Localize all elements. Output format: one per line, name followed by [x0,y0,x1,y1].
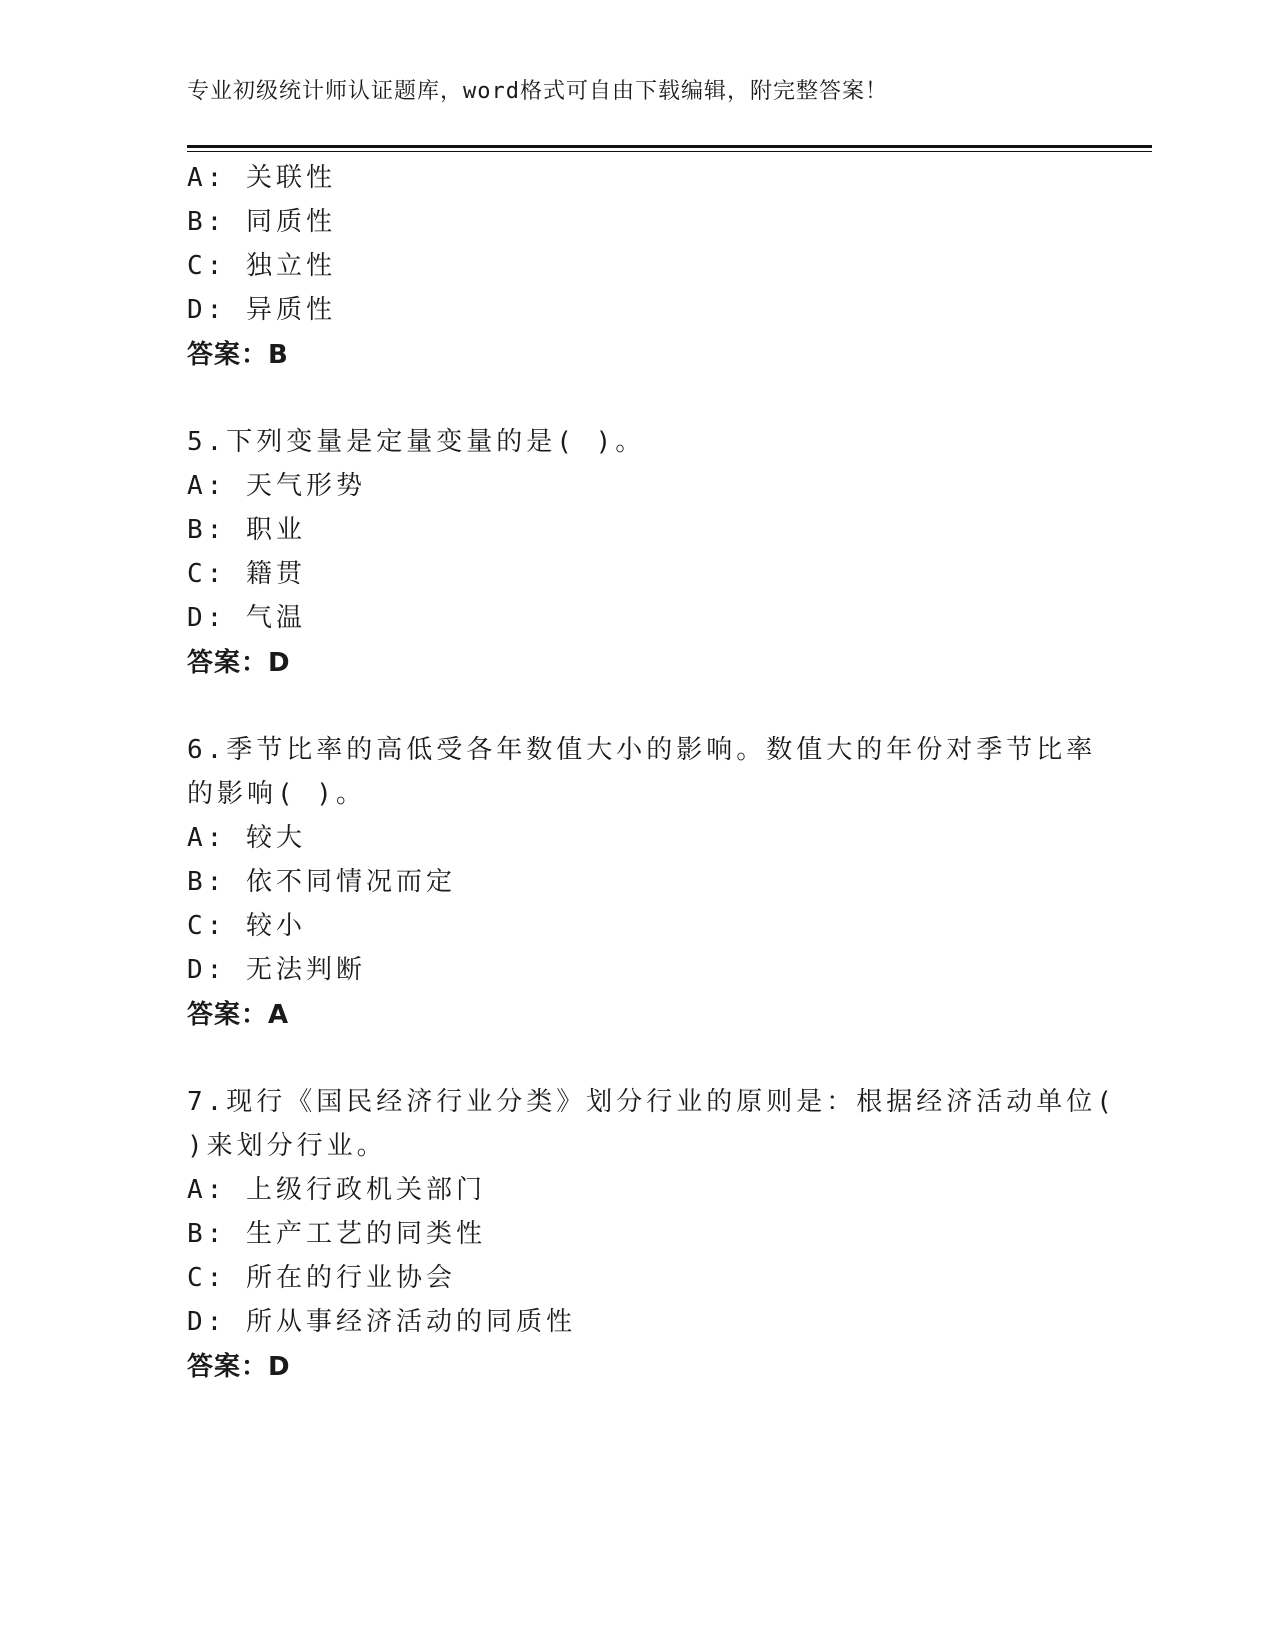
q5-answer: 答案：D [187,648,291,678]
header-rule-thick [187,145,1152,148]
q5-option-c: C: 籍贯 [187,559,306,589]
q7-answer: 答案：D [187,1352,291,1382]
q7-question-line2: )来划分行业。 [187,1131,387,1161]
q6-answer: 答案：A [187,1000,290,1030]
q6-question-line1: 6.季节比率的高低受各年数值大小的影响。数值大的年份对季节比率 [187,735,1097,765]
q6-question-line2: 的影响( )。 [187,779,366,809]
page-header: 专业初级统计师认证题库，word格式可自由下载编辑，附完整答案！ [187,79,888,104]
q6-option-c: C: 较小 [187,911,306,941]
q5-option-b: B: 职业 [187,515,306,545]
q5-option-a: A: 天气形势 [187,471,366,501]
q7-question-line1: 7.现行《国民经济行业分类》划分行业的原则是：根据经济活动单位( [187,1087,1116,1117]
q4-option-a: A: 关联性 [187,163,336,193]
q6-option-b: B: 依不同情况而定 [187,867,456,897]
q6-option-d: D: 无法判断 [187,955,366,985]
q4-answer: 答案：B [187,340,289,370]
q7-option-a: A: 上级行政机关部门 [187,1175,486,1205]
q4-option-c: C: 独立性 [187,251,336,281]
q7-option-d: D: 所从事经济活动的同质性 [187,1307,576,1337]
q6-option-a: A: 较大 [187,823,306,853]
q7-option-c: C: 所在的行业协会 [187,1263,456,1293]
q7-option-b: B: 生产工艺的同类性 [187,1219,486,1249]
q5-option-d: D: 气温 [187,603,306,633]
q4-option-d: D: 异质性 [187,295,336,325]
header-rule-thin [187,151,1152,152]
q5-question: 5.下列变量是定量变量的是( )。 [187,427,646,457]
q4-option-b: B: 同质性 [187,207,336,237]
